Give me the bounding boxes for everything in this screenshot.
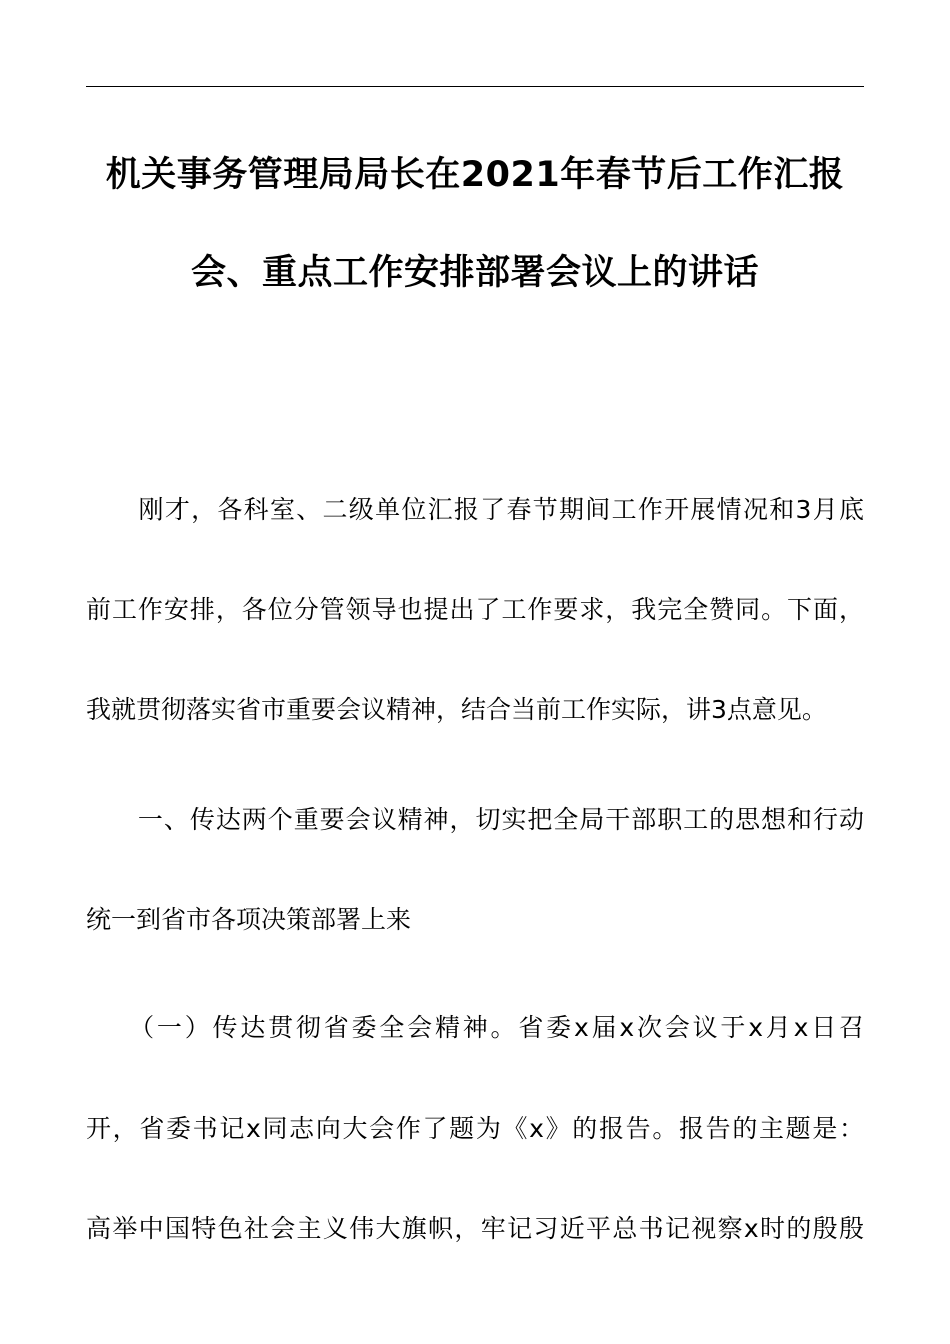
paragraph-line: 刚才，各科室、二级单位汇报了春节期间工作开展情况和3月底	[86, 495, 864, 524]
paragraph-line: 前工作安排，各位分管领导也提出了工作要求，我完全赞同。下面，	[86, 595, 864, 624]
paragraph-line: 我就贯彻落实省市重要会议精神，结合当前工作实际，讲3点意见。	[86, 695, 827, 724]
paragraph-line: 高举中国特色社会主义伟大旗帜，牢记习近平总书记视察x时的殷殷	[86, 1214, 864, 1243]
paragraph-line: 一、传达两个重要会议精神，切实把全局干部职工的思想和行动	[86, 805, 864, 834]
paragraph-line: 开，省委书记x同志向大会作了题为《x》的报告。报告的主题是：	[86, 1114, 864, 1143]
paragraph-line: （一）传达贯彻省委全会精神。省委x届x次会议于x月x日召	[86, 1013, 864, 1042]
header-rule	[86, 86, 864, 87]
paragraph-line: 统一到省市各项决策部署上来	[86, 905, 412, 934]
document-title-line-1: 机关事务管理局局长在2021年春节后工作汇报	[105, 155, 845, 195]
document-title-line-2: 会、重点工作安排部署会议上的讲话	[190, 253, 759, 293]
